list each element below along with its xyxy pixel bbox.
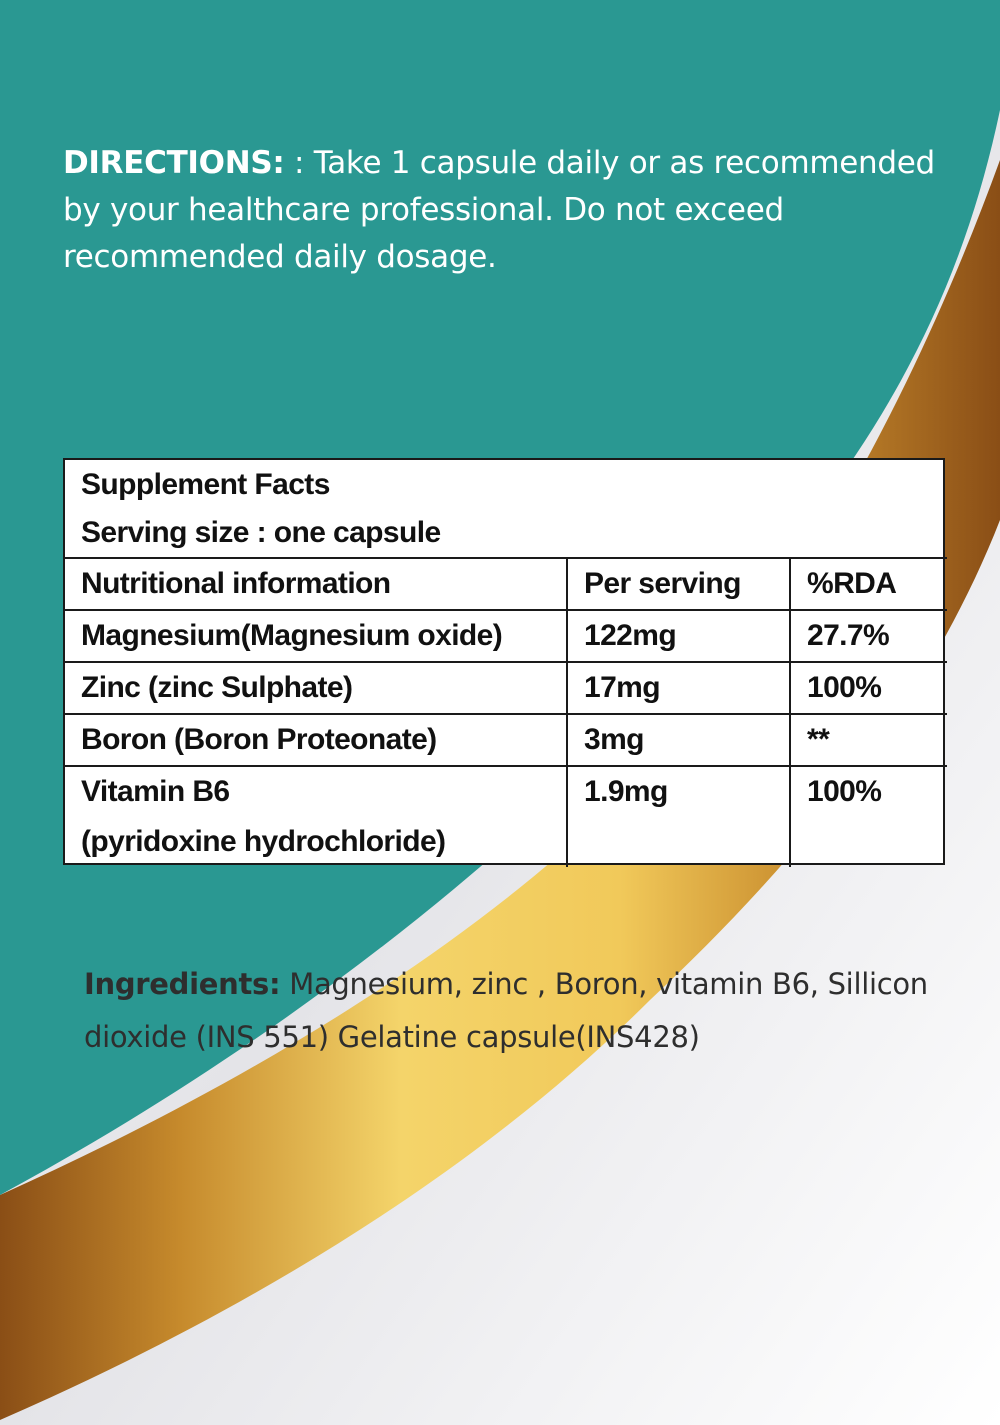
table-header-row	[65, 558, 947, 610]
nutrient-name	[65, 766, 567, 867]
ingredients-label: Ingredients:	[84, 967, 281, 1001]
per-serving-value: 17mg	[567, 662, 790, 714]
directions-body: : Take 1 capsule daily or as recommended by your healthcare professional. Do not exceed recommended daily dosage.	[63, 145, 935, 275]
table-row	[65, 766, 947, 867]
per-serving-value: 3mg	[567, 714, 790, 766]
per-serving-value: 1.9mg	[567, 766, 790, 867]
table-row	[65, 610, 947, 662]
facts-header	[65, 460, 947, 558]
ingredients-text	[84, 958, 964, 1064]
column-header-per-serving: Per serving	[567, 558, 790, 610]
table-row	[65, 662, 947, 714]
directions-label: DIRECTIONS:	[63, 145, 285, 181]
serving-size: Serving size : one capsule	[81, 516, 441, 549]
column-header-rda: %RDA	[790, 558, 947, 610]
per-serving-value: 122mg	[567, 610, 790, 662]
ingredients-body: Magnesium, zinc , Boron, vitamin B6, Sillicon dioxide (INS 551) Gelatine capsule(INS428)	[84, 967, 928, 1054]
rda-value: 100%	[790, 766, 947, 867]
nutrient-name-line2: (pyridoxine hydrochloride)	[81, 825, 446, 858]
nutrient-name: Boron (Boron Proteonate)	[65, 714, 567, 766]
nutrient-name: Zinc (zinc Sulphate)	[65, 662, 567, 714]
supplement-facts-table	[63, 458, 945, 865]
facts-title: Supplement Facts	[81, 468, 330, 501]
column-header-nutrition: Nutritional information	[65, 558, 567, 610]
table-row	[65, 714, 947, 766]
nutrient-name: Magnesium(Magnesium oxide)	[65, 610, 567, 662]
rda-value: 27.7%	[790, 610, 947, 662]
rda-value: 100%	[790, 662, 947, 714]
nutrient-name-line1: Vitamin B6	[81, 775, 230, 808]
rda-value: **	[790, 714, 947, 766]
directions-text	[63, 140, 978, 281]
